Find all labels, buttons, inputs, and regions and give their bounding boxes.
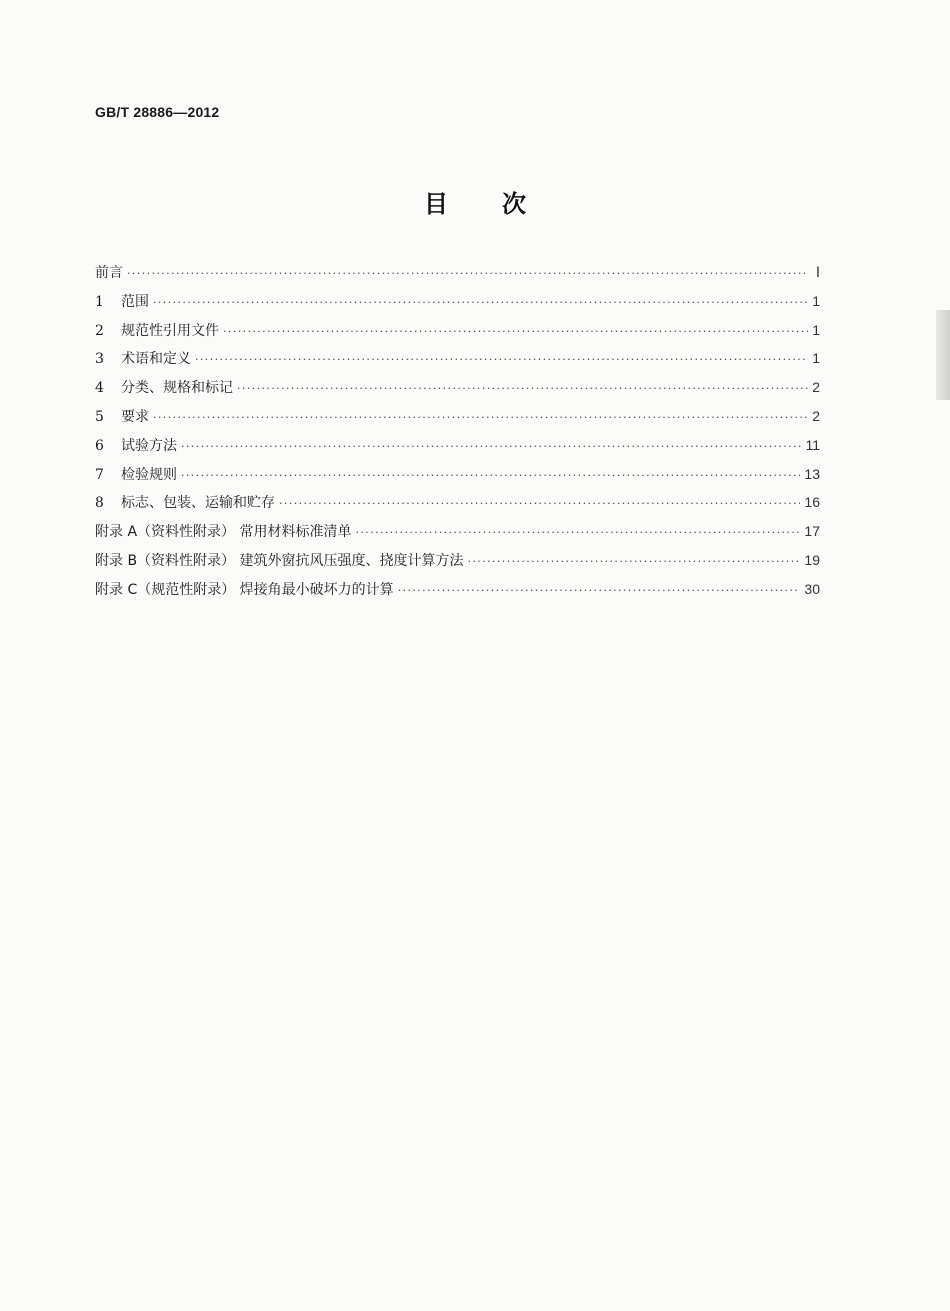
toc-entry-page: Ⅰ (815, 264, 820, 280)
toc-leader-dots (127, 260, 808, 289)
toc-entry-label: 前言 (95, 265, 123, 281)
toc-entry-inspection-rules[interactable] (95, 460, 820, 489)
toc-entry-classification[interactable] (95, 373, 820, 402)
page-title: 目次 (424, 190, 580, 218)
toc-leader-dots (237, 375, 808, 404)
toc-entry-number: 3 (95, 351, 104, 368)
toc-entry-label: 标志、包装、运输和贮存 (121, 495, 275, 512)
toc-leader-dots (398, 577, 801, 606)
toc-entry-label: 检验规则 (121, 466, 177, 483)
toc-leader-dots (468, 548, 801, 577)
standard-number: GB/T 28886—2012 (95, 104, 220, 120)
toc-entry-number: 2 (95, 322, 104, 339)
toc-entry-number: 4 (95, 380, 104, 397)
toc-entry-label: 附录 B（资料性附录） 建筑外窗抗风压强度、挠度计算方法 (95, 552, 464, 569)
toc-entry-number: 6 (95, 437, 104, 454)
toc-entry-label: 范围 (121, 293, 149, 310)
toc-entry-label: 术语和定义 (121, 351, 191, 368)
toc-entry-requirements[interactable] (95, 402, 820, 431)
toc-leader-dots (223, 318, 808, 347)
toc-entry-page: 19 (804, 551, 820, 568)
toc-leader-dots (153, 404, 808, 433)
toc-entry-page: 30 (804, 580, 820, 597)
table-of-contents (95, 258, 820, 604)
toc-entry-page: 11 (805, 436, 820, 453)
toc-entry-page: 1 (812, 321, 820, 338)
toc-entry-annex-c[interactable] (95, 575, 820, 604)
toc-entry-terms-definitions[interactable] (95, 344, 820, 373)
toc-entry-normative-references[interactable] (95, 316, 820, 345)
toc-leader-dots (181, 433, 801, 462)
toc-entry-page: 2 (812, 379, 820, 396)
toc-leader-dots (181, 462, 800, 491)
toc-entry-number: 5 (95, 408, 104, 425)
toc-entry-number: 7 (95, 466, 104, 483)
toc-entry-label: 试验方法 (121, 437, 177, 454)
toc-entry-annex-b[interactable] (95, 546, 820, 575)
toc-entry-foreword[interactable] (95, 258, 820, 287)
toc-entry-page: 2 (812, 407, 820, 424)
toc-leader-dots (279, 490, 800, 519)
toc-entry-page: 16 (804, 494, 820, 511)
toc-entry-page: 13 (804, 465, 820, 482)
toc-entry-number: 8 (95, 495, 104, 512)
toc-entry-page: 1 (812, 350, 820, 367)
toc-entry-label: 规范性引用文件 (121, 322, 219, 339)
toc-entry-label: 要求 (121, 408, 149, 425)
toc-leader-dots (195, 346, 808, 375)
toc-leader-dots (153, 289, 808, 318)
scan-page-edge (936, 310, 950, 400)
toc-entry-page: 17 (804, 523, 820, 540)
toc-entry-number: 1 (95, 293, 104, 310)
toc-entry-label: 分类、规格和标记 (121, 380, 233, 397)
toc-entry-label: 附录 C（规范性附录） 焊接角最小破坏力的计算 (95, 581, 394, 598)
toc-entry-label: 附录 A（资料性附录） 常用材料标准清单 (95, 524, 352, 541)
toc-entry-marking-packaging[interactable] (95, 488, 820, 517)
toc-entry-annex-a[interactable] (95, 517, 820, 546)
toc-entry-page: 1 (812, 292, 820, 309)
toc-leader-dots (355, 519, 800, 548)
toc-entry-scope[interactable] (95, 287, 820, 316)
toc-entry-test-methods[interactable] (95, 431, 820, 460)
